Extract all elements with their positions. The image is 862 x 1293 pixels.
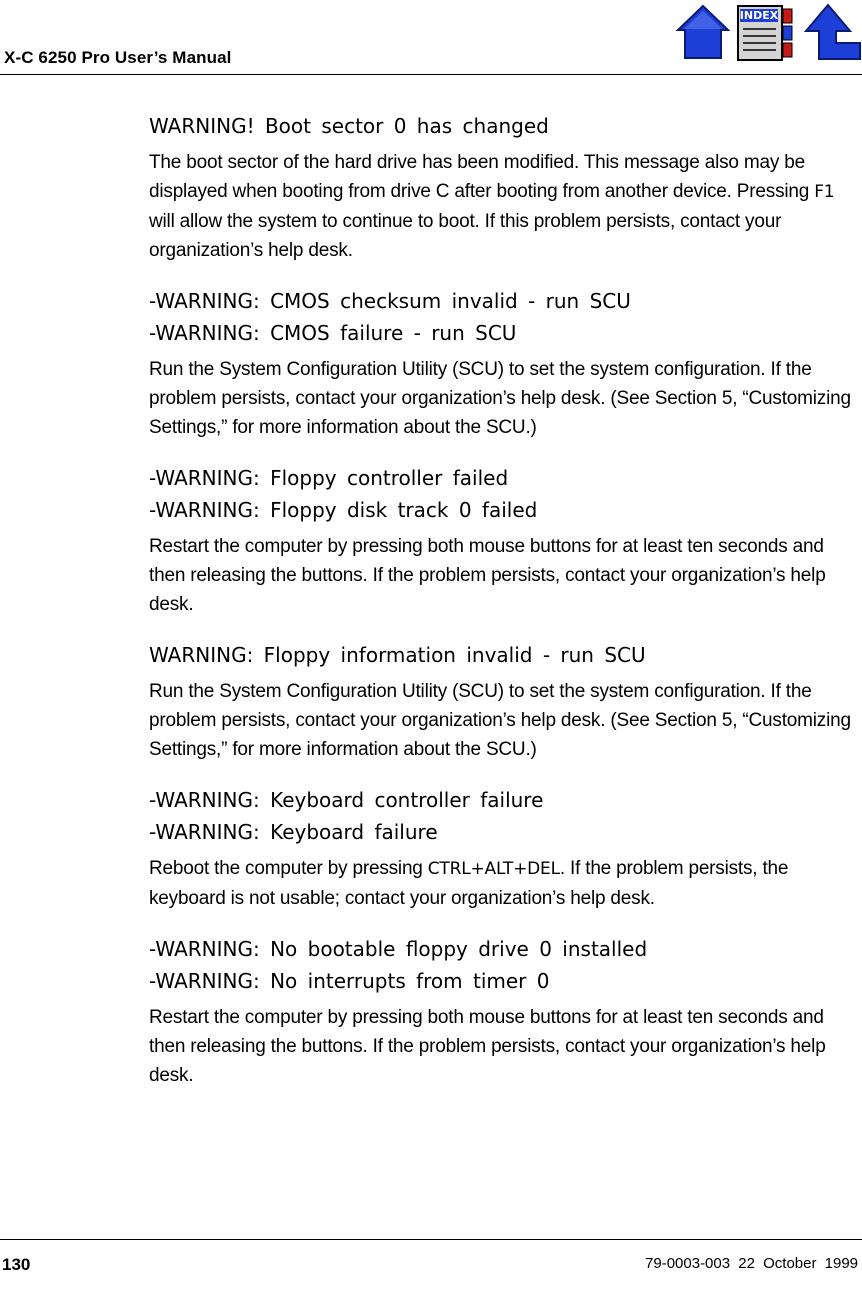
warning-section (149, 110, 857, 265)
warning-heading: -WARNING: CMOS checksum invalid - run SCU (149, 289, 631, 313)
warning-section (149, 285, 857, 442)
index-label: INDEX (739, 9, 779, 22)
warning-description: Restart the computer by pressing both mouse buttons for at least ten seconds and then releasing the buttons. If the problem persists, contact your organization’s help desk. (149, 536, 826, 615)
main-content (149, 110, 857, 1110)
up-arrow-icon[interactable] (804, 3, 862, 61)
warning-heading: -WARNING: Floppy controller failed (149, 466, 509, 490)
warning-heading: -WARNING: No interrupts from timer 0 (149, 969, 550, 993)
warning-description: Reboot the computer by pressing CTRL+ALT+DEL. If the problem persists, the keyboard is not usable; contact your organization’s help desk. (149, 858, 789, 909)
warning-heading: WARNING: Floppy information invalid - run SCU (149, 643, 646, 667)
warning-heading: -WARNING: Keyboard failure (149, 820, 438, 844)
warning-section (149, 933, 857, 1090)
warning-heading: -WARNING: CMOS failure - run SCU (149, 321, 517, 345)
manual-title: X-C 6250 Pro User’s Manual (4, 48, 232, 67)
page-number: 130 (2, 1255, 31, 1274)
index-icon[interactable] (736, 3, 796, 63)
footer-divider (0, 1239, 862, 1240)
warning-description: The boot sector of the hard drive has been modified. This message also may be displayed when booting from drive C after booting from another device. Pressing F1 will allow the system to continue to boot. If this problem persists, contact your organization’s help desk. (149, 152, 835, 261)
key-name: F1 (814, 182, 835, 202)
document-reference: 79-0003-003 22 October 1999 (645, 1255, 858, 1272)
warning-description: Restart the computer by pressing both mouse buttons for at least ten seconds and then releasing the buttons. If the problem persists, contact your organization’s help desk. (149, 1007, 826, 1086)
warning-heading: WARNING! Boot sector 0 has changed (149, 114, 549, 138)
warning-heading: -WARNING: No bootable floppy drive 0 installed (149, 937, 648, 961)
header-divider (0, 74, 862, 75)
warning-description: Run the System Configuration Utility (SCU) to set the system configuration. If the problem persists, contact your organization’s help desk. (See Section 5, “Customizing Settings,” for more information about the SCU.) (149, 359, 851, 438)
warning-description: Run the System Configuration Utility (SCU) to set the system configuration. If the problem persists, contact your organization’s help desk. (See Section 5, “Customizing Settings,” for more information about the SCU.) (149, 681, 851, 760)
key-combination: CTRL+ALT+DEL (427, 859, 560, 879)
home-icon[interactable] (676, 3, 730, 61)
warning-section (149, 462, 857, 619)
warning-section (149, 784, 857, 913)
warning-heading: -WARNING: Floppy disk track 0 failed (149, 498, 538, 522)
navigation-icons (676, 3, 862, 63)
warning-heading: -WARNING: Keyboard controller failure (149, 788, 544, 812)
warning-section (149, 639, 857, 764)
